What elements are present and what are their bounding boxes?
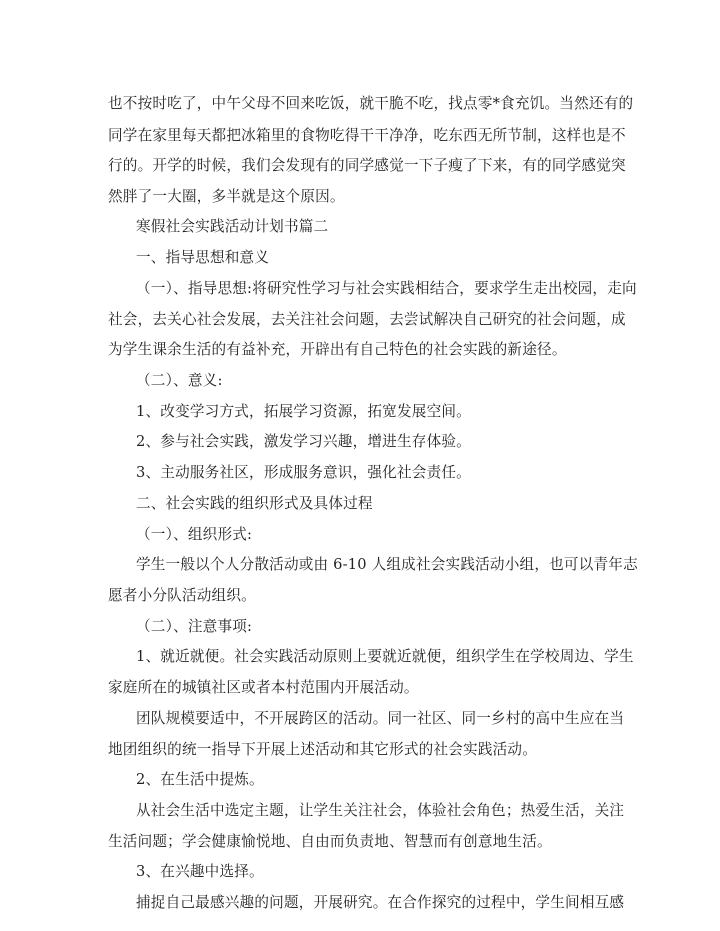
- paragraph-line: 同学在家里每天都把冰箱里的食物吃得干干净净，吃东西无所节制，这样也是不: [108, 127, 626, 144]
- paragraph-line: 1、就近就便。社会实践活动原则上要就近就便，组织学生在学校周边、学生: [136, 648, 634, 665]
- subheading: （一）、组织形式:: [136, 526, 253, 543]
- paragraph-line: 家庭所在的城镇社区或者本村范围内开展活动。: [108, 679, 419, 696]
- subheading: （二）、意义:: [136, 372, 223, 389]
- paragraph-line: 学生一般以个人分散活动或由 6-10 人组成社会实践活动小组，也可以青年志: [136, 556, 638, 573]
- paragraph-line: 也不按时吃了，中午父母不回来吃饭，就干脆不吃，找点零*食充饥。当然还有的: [108, 95, 634, 112]
- paragraph-line: 捕捉自己最感兴趣的问题，开展研究。在合作探究的过程中，学生间相互感: [136, 894, 625, 911]
- section-title: 寒假社会实践活动计划书篇二: [136, 218, 329, 235]
- paragraph-line: 愿者小分队活动组织。: [108, 587, 256, 604]
- paragraph-line: 团队规模要适中，不开展跨区的活动。同一社区、同一乡村的高中生应在当: [136, 710, 625, 727]
- paragraph-line: 地团组织的统一指导下开展上述活动和其它形式的社会实践活动。: [108, 741, 538, 758]
- paragraph-line: 为学生课余生活的有益补充，开辟出有自己特色的社会实践的新途径。: [108, 341, 567, 358]
- paragraph-line: （一）、指导思想:将研究性学习与社会实践相结合，要求学生走出校园，走向: [136, 280, 637, 297]
- heading-2: 二、社会实践的组织形式及具体过程: [136, 495, 373, 512]
- paragraph-line: 行的。开学的时候，我们会发现有的同学感觉一下子瘦了下来，有的同学感觉突: [108, 157, 626, 174]
- paragraph-line: 然胖了一大圈，多半就是这个原因。: [108, 188, 345, 205]
- list-item: 1、改变学习方式，拓展学习资源，拓宽发展空间。: [136, 403, 471, 420]
- list-item: 3、在兴趣中选择。: [136, 863, 264, 880]
- list-item: 3、主动服务社区，形成服务意识，强化社会责任。: [136, 464, 471, 481]
- list-item: 2、参与社会实践，激发学习兴趣，增进生存体验。: [136, 433, 471, 450]
- paragraph-line: 从社会生活中选定主题，让学生关注社会，体验社会角色；热爱生活，关注: [136, 802, 625, 819]
- list-item: 2、在生活中提炼。: [136, 771, 264, 788]
- paragraph-line: 社会，去关心社会发展，去关注社会问题，去尝试解决自己研究的社会问题，成: [108, 311, 626, 328]
- heading-1: 一、指导思想和意义: [136, 249, 270, 266]
- paragraph-line: 生活问题；学会健康愉悦地、自由而负责地、智慧而有创意地生活。: [108, 833, 552, 850]
- subheading: （二）、注意事项:: [136, 618, 253, 635]
